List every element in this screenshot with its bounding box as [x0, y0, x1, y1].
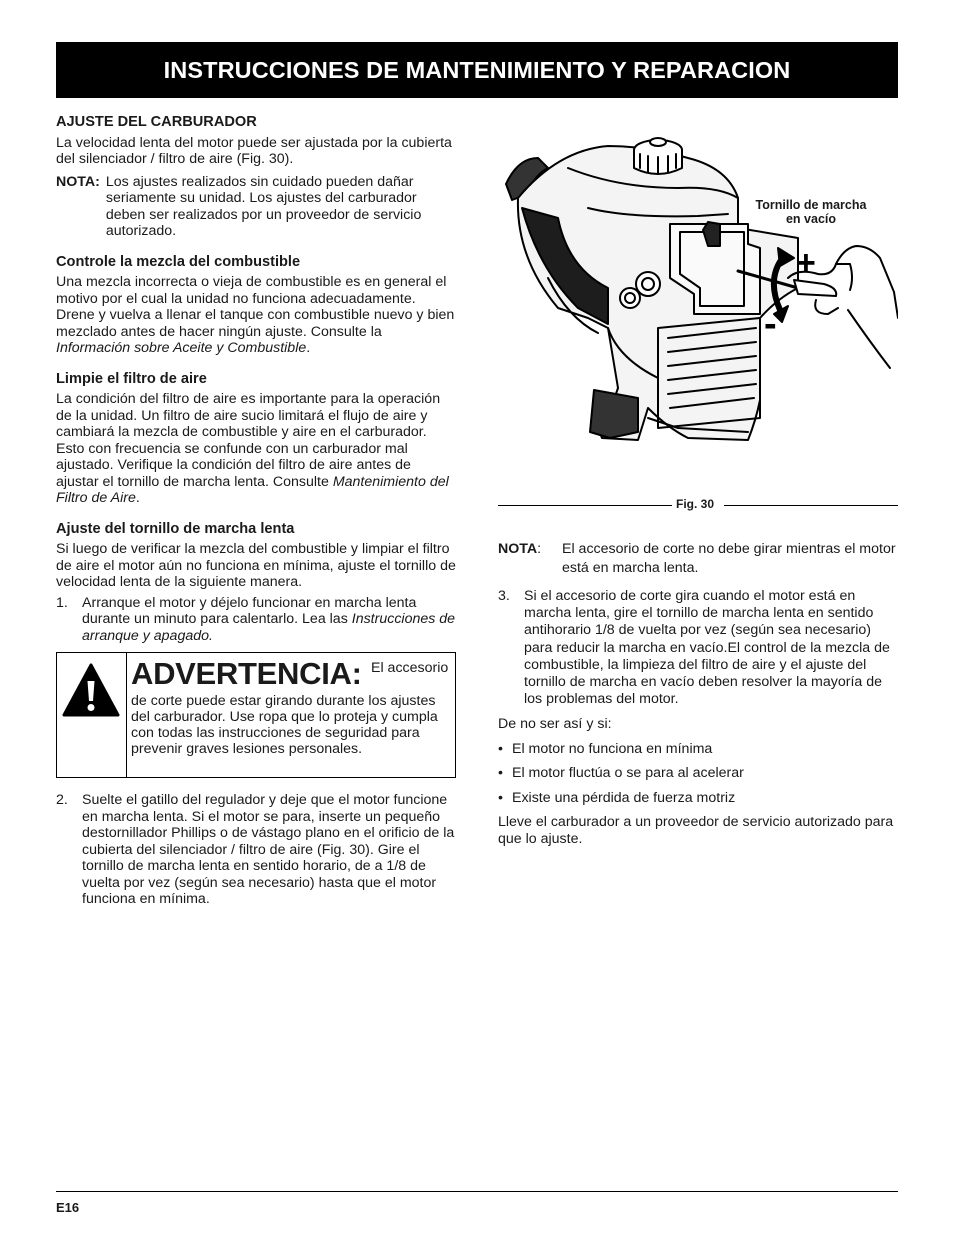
mezcla-heading: Controle la mezcla del combustible — [56, 253, 301, 270]
condition-intro: De no ser así y si: — [498, 716, 612, 733]
left-column — [56, 112, 456, 908]
section-header-title: INSTRUCCIONES DE MANTENIMIENTO Y REPARACION — [163, 56, 791, 83]
section-title: AJUSTE DEL CARBURADOR — [56, 114, 257, 130]
step-3 — [498, 588, 898, 708]
nota-label: NOTA: — [56, 173, 100, 190]
list-item: • El motor fluctúa o se para al acelerar — [498, 765, 744, 782]
step-1-number: 1. — [56, 594, 68, 611]
figure-caption: Fig. 30 — [676, 497, 715, 511]
tornillo-heading: Ajuste del tornillo de marcha lenta — [56, 520, 295, 537]
warning-title: ADVERTENCIA: — [131, 656, 362, 691]
right-nota-text: El accesorio de corte no debe girar mientras el motor está en marcha lenta. — [562, 541, 896, 576]
page-number: E16 — [56, 1200, 80, 1215]
step-2-text: Suelte el gatillo del regulador y deje que el motor funcione en marcha lenta. Si el motor se para, inserte un pequeño destornillador Phillips o de vástago plano en el orificio de la cubierta del silenciador / filtro de aire (Fig. 30). Gire el tornillo de marcha lenta en sentido horario, de a 1/8 de vuelta por vez (según sea necesario) hasta que el motor funciona en mínima. — [82, 792, 455, 907]
step-1-text: Arranque el motor y déjelo funcionar en marcha lenta durante un minuto para calentarlo. Lea las Instrucciones de arranque y apagado. — [82, 594, 456, 644]
list-item: • Existe una pérdida de fuerza motriz — [498, 789, 736, 806]
step-3-number: 3. — [498, 588, 510, 604]
step-2-number: 2. — [56, 792, 68, 808]
intro-paragraph: La velocidad lenta del motor puede ser ajustada por la cubierta del silenciador / filtro de aire (Fig. 30). — [56, 134, 452, 167]
warning-triangle-icon — [61, 661, 121, 721]
increase-symbol: + — [796, 244, 816, 282]
step-3-text: Si el accesorio de corte gira cuando el motor está en marcha lenta, gire el tornillo de marcha lenta en sentido antihorario 1/8 de vuelta por vez (según sea necesario) para reducir la marcha en vacío.El control de la mezcla de combustible, la limpieza del filtro de aire y el ajuste del tornillo de marcha en vacío deben resolver la mayoría de los problemas del motor. — [524, 588, 890, 708]
list-item: • El motor no funciona en mínima — [498, 740, 713, 757]
step-1 — [56, 595, 456, 645]
decrease-symbol: - — [764, 303, 777, 345]
engine-carburetor-drawing — [498, 128, 898, 488]
mezcla-paragraph: Una mezcla incorrecta o vieja de combustible es en general el motivo por el cual la unidad no funciona adecuadamente. Drene y vuelva a llenar el tanque con combustible nuevo y bien mezclado antes de hacer ningún ajuste. Consulte la Información sobre Aceite y Combustible. — [56, 274, 455, 356]
nota-block — [56, 174, 456, 240]
filtro-paragraph: La condición del filtro de aire es importante para la operación de la unidad. Un filtro de aire sucio limitará el flujo de aire y cambiará la mezcla de combustible y aire en el carburador. Esto con frecuencia se confunde con un carburador mal ajustado. Verifique la condición del filtro de aire antes de ajustar el tornillo de marcha lenta. Consulte Mantenimiento del Filtro de Aire. — [56, 391, 449, 506]
warning-lead-text: El accesorio — [371, 660, 449, 676]
filtro-reference: Mantenimiento del Filtro de Aire — [56, 473, 449, 506]
step-1-reference: Instrucciones de arranque y apagado. — [82, 611, 456, 644]
step-2 — [56, 792, 456, 908]
figure-caption-rule-left — [498, 505, 672, 506]
section-header — [56, 42, 898, 98]
engine-illustration — [498, 128, 898, 518]
warning-box — [56, 652, 456, 778]
footer-rule — [56, 1191, 898, 1192]
closing-paragraph: Lleve el carburador a un proveedor de servicio autorizado para que lo ajuste. — [498, 814, 894, 847]
warning-body: de corte puede estar girando durante los ajustes del carburador. Use ropa que lo proteja y cumpla con todas las instrucciones de seguridad para prevenir graves lesiones personales. — [131, 693, 438, 757]
idle-screw-callout: Tornillo de marcha en vacío — [755, 198, 867, 226]
warning-icon-box — [57, 653, 127, 777]
filtro-heading: Limpie el filtro de aire — [56, 370, 207, 387]
right-column — [498, 540, 898, 847]
mezcla-reference: Información sobre Aceite y Combustible — [56, 340, 307, 356]
nota-text: Los ajustes realizados sin cuidado pueden dañar seriamente su unidad. Los ajustes del carburador deben ser realizados por un proveedor de servicio autorizado. — [105, 173, 422, 239]
right-nota-label: NOTA: — [498, 541, 542, 557]
tornillo-paragraph: Si luego de verificar la mezcla del combustible y limpiar el filtro de aire el motor aún no funciona en mínima, ajuste el tornillo de velocidad lenta de la siguiente manera. — [56, 541, 456, 590]
figure-caption-rule-right — [724, 505, 898, 506]
right-nota-block — [498, 540, 898, 578]
